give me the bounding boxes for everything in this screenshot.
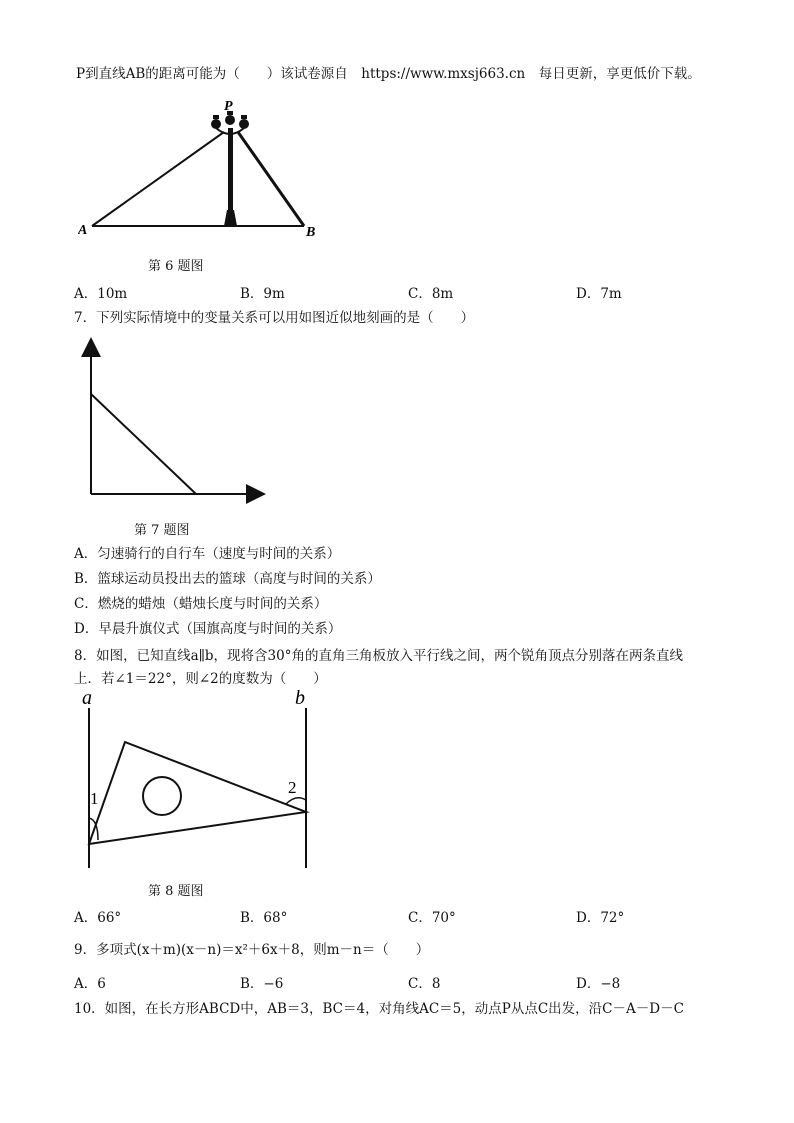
q8-figure-caption: 第 8 题图 (148, 884, 204, 899)
q8-parallel-lines-figure (70, 690, 330, 870)
q7-figure-caption: 第 7 题图 (134, 523, 190, 538)
q6-option-a: A．10m (74, 286, 128, 302)
q6-label-b: B (306, 225, 316, 238)
q9-option-a: A．6 (74, 976, 106, 992)
q7-option-c: C．燃烧的蜡烛（蜡烛长度与时间的关系） (74, 596, 328, 612)
q10-stem: 10．如图，在长方形ABCD中，AB＝3，BC＝4，对角线AC＝5，动点P从点C出发，沿C－A－D－C (74, 1001, 684, 1017)
q9-option-c: C．8 (408, 976, 441, 992)
q9-stem: 9．多项式(x＋m)(x－n)＝x²＋6x＋8，则m－n＝（ ） (74, 942, 430, 958)
q6-figure-caption: 第 6 题图 (148, 259, 204, 274)
q7-decreasing-line (91, 394, 196, 494)
q7-option-b: B．篮球运动员投出去的篮球（高度与时间的关系） (74, 571, 381, 587)
q7-graph-figure (80, 333, 270, 508)
q6-stem: P到直线AB的距离可能为（ ）该试卷源自 https://www.mxsj663.cn 每日更新，享更低价下载。 (76, 66, 701, 82)
q6-option-c: C．8m (408, 286, 454, 302)
q8-option-b: B．68° (240, 910, 288, 926)
q8-option-c: C．70° (408, 910, 456, 926)
q9-option-d: D．−8 (576, 976, 621, 992)
q8-label-angle2: 2 (288, 778, 297, 797)
q9-option-b: B．−6 (240, 976, 284, 992)
q8-stem-line1: 8．如图，已知直线a∥b，现将含30°角的直角三角板放入平行线之间，两个锐角顶点分别落在两条直线 (74, 648, 683, 664)
q8-option-a: A．66° (74, 910, 122, 926)
q8-label-line-b: b (295, 690, 305, 709)
q7-stem: 7．下列实际情境中的变量关系可以用如图近似地刻画的是（ ） (74, 310, 475, 326)
q6-option-b: B．9m (240, 286, 285, 302)
q6-street-lamp-figure (78, 98, 318, 238)
q8-stem-line2: 上．若∠1＝22°，则∠2的度数为（ ） (74, 671, 327, 687)
q8-label-line-a: a (82, 690, 92, 709)
q8-option-d: D．72° (576, 910, 625, 926)
q7-option-d: D．早晨升旗仪式（国旗高度与时间的关系） (74, 621, 342, 637)
q6-label-p: P (224, 99, 233, 114)
q6-label-a: A (78, 223, 88, 238)
q7-option-a: A．匀速骑行的自行车（速度与时间的关系） (74, 546, 341, 562)
q8-label-angle1: 1 (90, 789, 99, 808)
q6-option-d: D．7m (576, 286, 622, 302)
